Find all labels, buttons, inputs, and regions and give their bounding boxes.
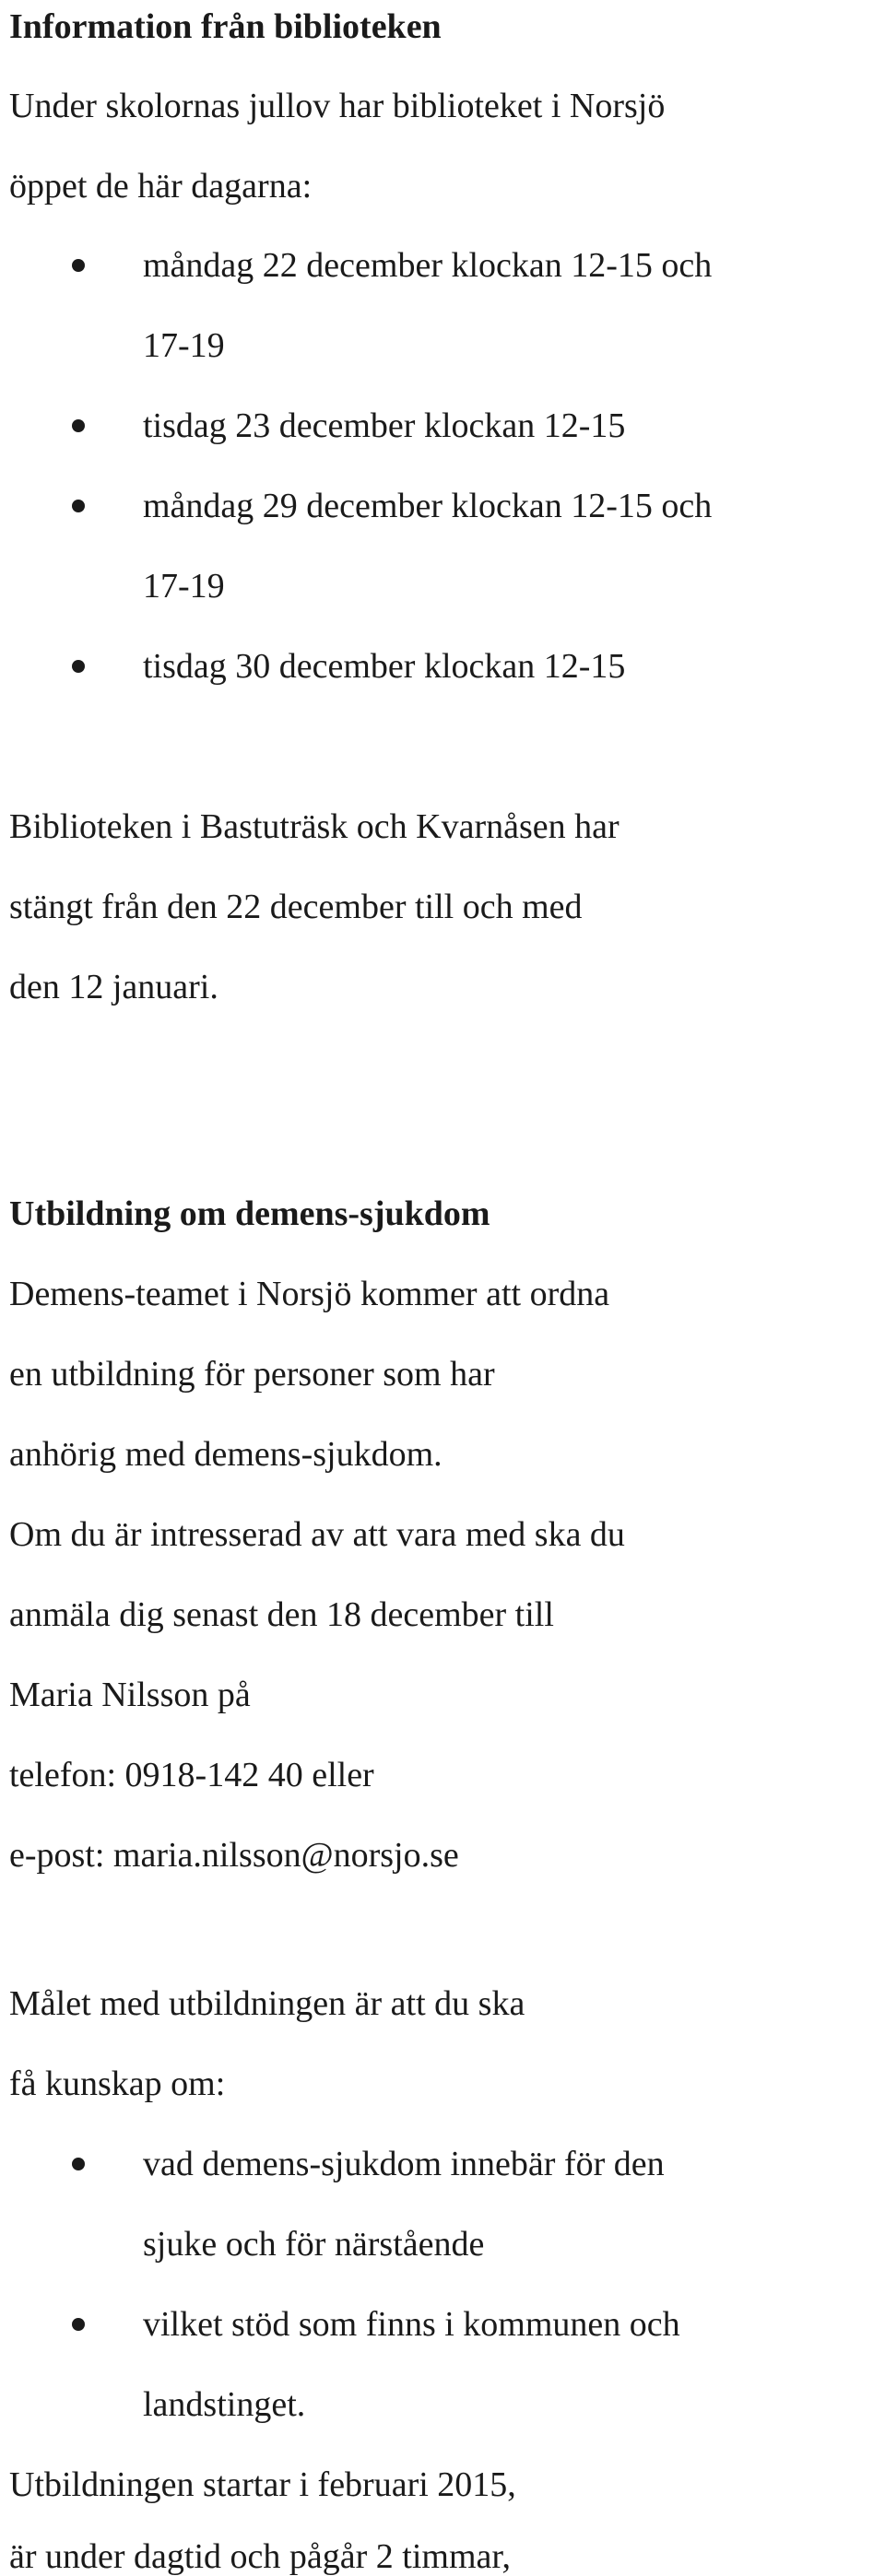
training-line-3: anhörig med demens-sjukdom. [9, 1435, 442, 1474]
bullet-icon [72, 660, 85, 673]
training-goal-1-line-1: vad demens-sjukdom innebär för den [143, 2145, 665, 2183]
training-heading: Utbildning om demens-sjukdom [9, 1194, 490, 1233]
bullet-icon [72, 500, 85, 512]
library-day-3-line-2: 17-19 [143, 567, 225, 606]
library-day-1-line-1: måndag 22 december klockan 12-15 och [143, 246, 713, 285]
library-day-4-line-1: tisdag 30 december klockan 12-15 [143, 647, 626, 686]
bullet-icon [72, 419, 85, 432]
library-closed-line-2: stängt från den 22 december till och med [9, 888, 583, 926]
training-start-line-1: Utbildningen startar i februari 2015, [9, 2465, 516, 2504]
training-goal-line-1: Målet med utbildningen är att du ska [9, 1984, 525, 2023]
bullet-icon [72, 2158, 85, 2170]
library-closed-line-1: Biblioteken i Bastuträsk och Kvarnåsen har [9, 807, 620, 846]
training-contact-email: e-post: maria.nilsson@norsjo.se [9, 1836, 459, 1875]
training-contact-phone: telefon: 0918-142 40 eller [9, 1756, 374, 1794]
library-intro-line-1: Under skolornas jullov har biblioteket i Norsjö [9, 87, 666, 125]
training-goal-line-2: få kunskap om: [9, 2064, 226, 2103]
bullet-icon [72, 2318, 85, 2331]
library-day-2-line-1: tisdag 23 december klockan 12-15 [143, 406, 626, 445]
library-heading: Information från biblioteken [9, 7, 442, 46]
training-line-4: Om du är intresserad av att vara med ska du [9, 1515, 625, 1554]
training-goal-2-line-1: vilket stöd som finns i kommunen och [143, 2305, 680, 2344]
training-goal-1-line-2: sjuke och för närstående [143, 2225, 485, 2264]
training-contact-name: Maria Nilsson på [9, 1676, 251, 1714]
library-day-1-line-2: 17-19 [143, 326, 225, 365]
training-line-1: Demens-teamet i Norsjö kommer att ordna [9, 1275, 610, 1313]
library-intro-line-2: öppet de här dagarna: [9, 167, 313, 206]
training-goal-2-line-2: landstinget. [143, 2385, 306, 2424]
training-line-2: en utbildning för personer som har [9, 1355, 495, 1394]
training-start-line-2: är under dagtid och pågår 2 timmar, [9, 2537, 512, 2576]
library-day-3-line-1: måndag 29 december klockan 12-15 och [143, 487, 713, 525]
training-line-5: anmäla dig senast den 18 december till [9, 1595, 554, 1634]
bullet-icon [72, 259, 85, 272]
library-closed-line-3: den 12 januari. [9, 968, 218, 1006]
